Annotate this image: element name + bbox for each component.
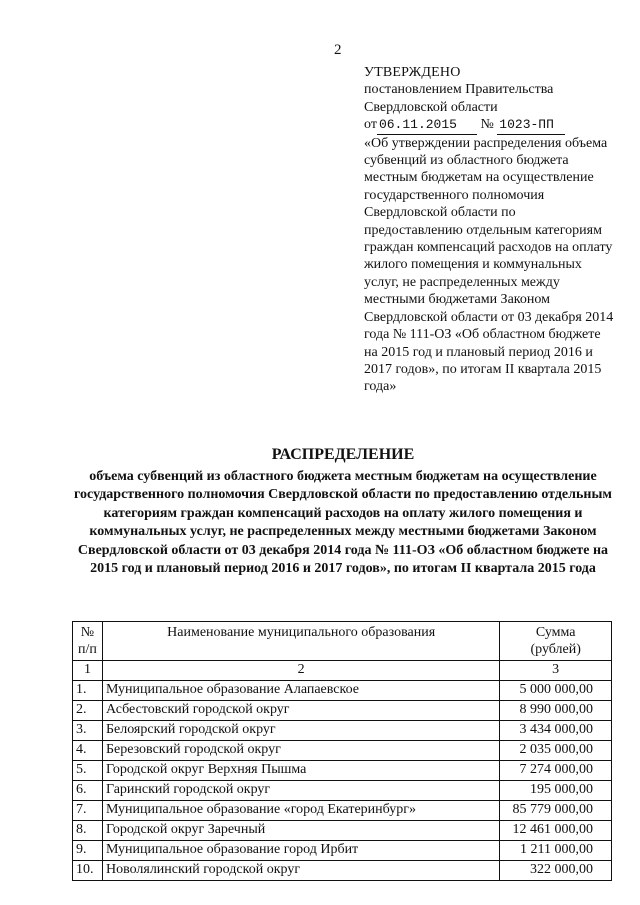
row-name: Городской округ Верхняя Пышма (102, 761, 499, 781)
row-number: 7. (73, 801, 103, 821)
row-name: Городской округ Заречный (102, 821, 499, 841)
column-number-1: 1 (73, 661, 103, 681)
document-heading (70, 446, 616, 578)
number-label: № (480, 117, 494, 133)
from-label: от (364, 117, 377, 133)
table-row (73, 801, 612, 821)
row-sum: 8 990 000,00 (500, 701, 612, 721)
row-number: 3. (73, 721, 103, 741)
approval-block (364, 64, 614, 396)
row-number: 10. (73, 861, 103, 881)
header-number-line-2: п/п (78, 642, 97, 657)
row-number: 4. (73, 741, 103, 761)
row-sum: 85 779 000,00 (500, 801, 612, 821)
row-sum: 3 434 000,00 (500, 721, 612, 741)
row-sum: 5 000 000,00 (500, 681, 612, 701)
table-row (73, 741, 612, 761)
header-name: Наименование муниципального образования (102, 622, 499, 661)
row-number: 8. (73, 821, 103, 841)
approval-subject: «Об утверждении распределения объема субвенций из областного бюджета местным бюджетам на осуществление государственного полномочия Свердловской области по предоставлению отдельным категориям граждан компенсаций расходов на оплату жилого помещения и коммунальных услуг, не распределенных между местными бюджетами Законом Свердловской области от 03 декабря 2014 года № 111-ОЗ «Об областном бюджете на 2015 год и плановый период 2016 и 2017 годов», по итогам II квартала 2015 года» (364, 135, 614, 395)
row-number: 5. (73, 761, 103, 781)
row-name: Гаринский городской округ (102, 781, 499, 801)
row-name: Новолялинский городской округ (102, 861, 499, 881)
column-number-row (73, 661, 612, 681)
row-number: 2. (73, 701, 103, 721)
header-number-line-1: № (80, 625, 95, 640)
row-name: Березовский городской округ (102, 741, 499, 761)
order-line (364, 116, 614, 134)
header-sum-line-2: (рублей) (530, 642, 581, 657)
row-name: Муниципальное образование Алапаевское (102, 681, 499, 701)
table-row (73, 721, 612, 741)
distribution-table (72, 621, 612, 881)
table-body (73, 681, 612, 881)
header-sum (500, 622, 612, 661)
row-sum: 195 000,00 (500, 781, 612, 801)
column-number-3: 3 (500, 661, 612, 681)
row-sum: 12 461 000,00 (500, 821, 612, 841)
approval-stamp: УТВЕРЖДЕНО (364, 65, 461, 80)
row-sum: 7 274 000,00 (500, 761, 612, 781)
column-number-2: 2 (102, 661, 499, 681)
row-number: 9. (73, 841, 103, 861)
table-row (73, 781, 612, 801)
row-sum: 2 035 000,00 (500, 741, 612, 761)
document-title: РАСПРЕДЕЛЕНИЕ (271, 446, 415, 463)
row-sum: 1 211 000,00 (500, 841, 612, 861)
row-name: Муниципальное образование «город Екатеринбург» (102, 801, 499, 821)
row-name: Муниципальное образование город Ирбит (102, 841, 499, 861)
order-date: 06.11.2015 (377, 116, 477, 134)
header-sum-line-1: Сумма (535, 625, 576, 640)
table-header-row (73, 622, 612, 661)
header-number (73, 622, 103, 661)
order-number: 1023-ПП (497, 116, 565, 134)
table-row (73, 681, 612, 701)
row-name: Асбестовский городской округ (102, 701, 499, 721)
approval-line-2: Свердловской области (364, 99, 498, 115)
approval-line-1: постановлением Правительства (364, 82, 554, 98)
row-number: 1. (73, 681, 103, 701)
table-row (73, 821, 612, 841)
row-name: Белоярский городской округ (102, 721, 499, 741)
table-row (73, 701, 612, 721)
row-number: 6. (73, 781, 103, 801)
page-number: 2 (334, 42, 342, 58)
table-row (73, 761, 612, 781)
table-row (73, 841, 612, 861)
document-subtitle: объема субвенций из областного бюджета местным бюджетам на осуществление государственного полномочия Свердловской области по предоставлению отдельным категориям граждан компенсаций расходов на оплату жилого помещения и коммунальных услуг, не распределенных между местными бюджетами Законом Свердловской области от 03 декабря 2014 года № 111-ОЗ «Об областном бюджете на 2015 год и плановый период 2016 и 2017 годов», по итогам II квартала 2015 года (74, 469, 612, 577)
row-sum: 322 000,00 (500, 861, 612, 881)
table-row (73, 861, 612, 881)
